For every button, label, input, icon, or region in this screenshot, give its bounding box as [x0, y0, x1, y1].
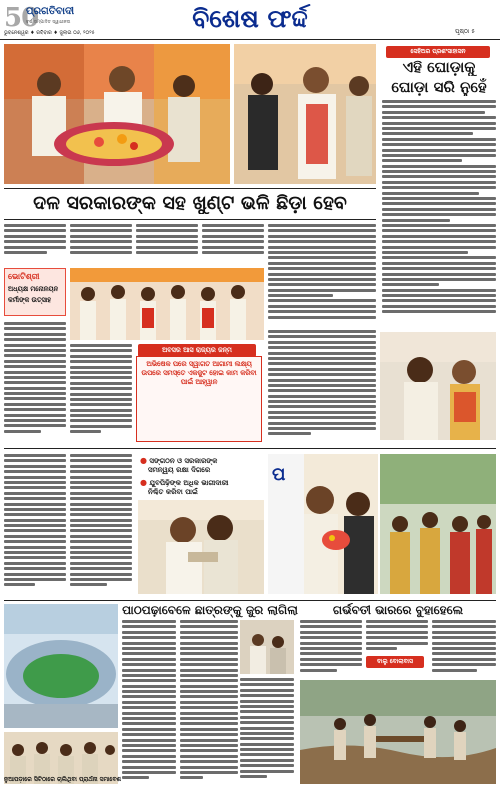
quote-text: ଅଭିଷେକ ପରେ ସ୍ୱାଗତ ଆଗାମୀ ଲକ୍ଷ୍ୟ ଉପରେ ସମସ୍ତେ ଏକଜୁଟ ହୋଇ କାମ କରିବା ପାଇଁ ଆହ୍ୱାନ [141, 360, 257, 386]
photo-party-members [70, 268, 264, 340]
photo-felicitation [234, 44, 376, 184]
right-headline-line1: ଏହି ଘୋଡ଼ାକୁ [402, 58, 476, 76]
sub-badge-line2: କର୍ମୀଙ୍କ ଉତ୍ସାହ [8, 296, 52, 304]
dateline: ଭୁବନେଶ୍ୱର ♦ ରବିବାର ♦ ଜୁଲାଇ ୦୬, ୨୦୨୫ [4, 30, 95, 36]
mid-bullet-1-text: ସଙ୍ଗଠନ ଓ ସରକାରଙ୍କ [149, 457, 218, 465]
mid-bullet-1b: ସମନ୍ୱୟ ରକ୍ଷା ଦିଗରେ [148, 466, 211, 474]
logo-name: ପ୍ରଗତିବାଦୀ [26, 6, 75, 17]
photo-hug [138, 500, 264, 594]
bottom-left-col2 [180, 620, 238, 780]
main-story-col4-top [202, 224, 264, 264]
bottom-right-headline: ଗର୍ଭବତୀ ଭାରରେ ବୁହାହେଲେ [332, 603, 464, 617]
headline-rule-top [4, 188, 376, 189]
bottom-left-headline: ପାଠପଢ଼ାବେଳେ ଛାତ୍ରଙ୍କୁ ଜୁର ଲାଗିଲା [122, 603, 298, 617]
headline-rule-bottom [4, 219, 376, 220]
bullet-dot-icon: ● [140, 478, 147, 487]
bottom-right-tag: ବାଲୁ ବୋଲାବାସ [366, 656, 424, 668]
bullet-dot-icon: ● [140, 456, 147, 465]
photo-flood-carry [300, 680, 496, 784]
sub-badge-line1: ଅଧ୍ୟକ୍ଷ ମନୋନୟନ [8, 285, 59, 293]
main-story-col2-top [70, 224, 132, 264]
section-rule-bottom [4, 600, 496, 601]
footer-caption: ନୁଆପଡ଼ାରେ ସିଟିଠାରେ ଚାଲିଥିବା ପ୍ରାର୍ଥନା ସମାବେଶ [4, 776, 121, 783]
main-headline: ଦଳ ସରକାରଙ୍କ ସହ ଖୁଣ୍ଟ ଭଳି ଛିଡ଼ା ହେବ [33, 192, 347, 214]
section-rule-middle [4, 448, 496, 449]
mid-bullet-1 [140, 456, 217, 466]
main-story-col5-lower [268, 330, 376, 442]
right-headline-line2: ଘୋଡ଼ା ସରି ନୁହେଁ [391, 78, 487, 96]
bottom-right-col2 [366, 620, 428, 654]
bottom-left-col1 [122, 620, 176, 780]
svg-text:ପ: ପ [272, 464, 286, 485]
logo-tagline: ବର୍ଷ ସମ୍ପାଦିତ ସ୍ୱାଧୀନତା [26, 20, 71, 25]
right-column-body [382, 100, 496, 320]
mid-bullet-2b: ନିଶ୍ଚିତ କରିବା ପାଇଁ [148, 488, 198, 496]
photo-classroom [240, 620, 294, 674]
page-number: ପୃଷ୍ଠା ୫ [455, 28, 475, 35]
masthead [0, 0, 500, 40]
main-story-col2-lower [70, 344, 132, 442]
photo-right-portrait [380, 332, 496, 440]
photo-bouquet [268, 454, 378, 594]
mid-story-col2 [70, 454, 132, 594]
main-story-col3-top [136, 224, 198, 264]
main-story-col5 [268, 224, 376, 324]
bottom-left-col3 [240, 678, 294, 782]
bottom-right-col1 [300, 620, 362, 676]
right-column-tag: ସେହିଅର ପ୍ରଶଂସାହାସନ [386, 46, 490, 58]
sub-badge-title: ଭୋଟିଶ୍ରୀ [8, 272, 40, 281]
photo-right-crowd [380, 454, 496, 594]
section-title: ବିଶେଷ ଫର୍ଦ୍ଦ [192, 4, 308, 33]
mid-bullet-2-text: ଯୁବପିଢ଼ିଙ୍କ ଅଧିକ ଭାଗୀଦାରୀ [149, 479, 229, 487]
quote-tag: ଅବସର ଆସ ରାଜ୍ୟର ଜନ୍ମ [138, 344, 256, 357]
bottom-right-col3 [432, 620, 496, 676]
photo-stage-leaders [4, 44, 230, 184]
main-story-col1-top [4, 224, 66, 264]
mid-story-col1 [4, 454, 66, 594]
photo-stadium [4, 604, 118, 728]
main-story-col1-lower [4, 322, 66, 442]
mid-bullet-2 [140, 478, 228, 488]
logo-number: 50 [4, 3, 39, 33]
